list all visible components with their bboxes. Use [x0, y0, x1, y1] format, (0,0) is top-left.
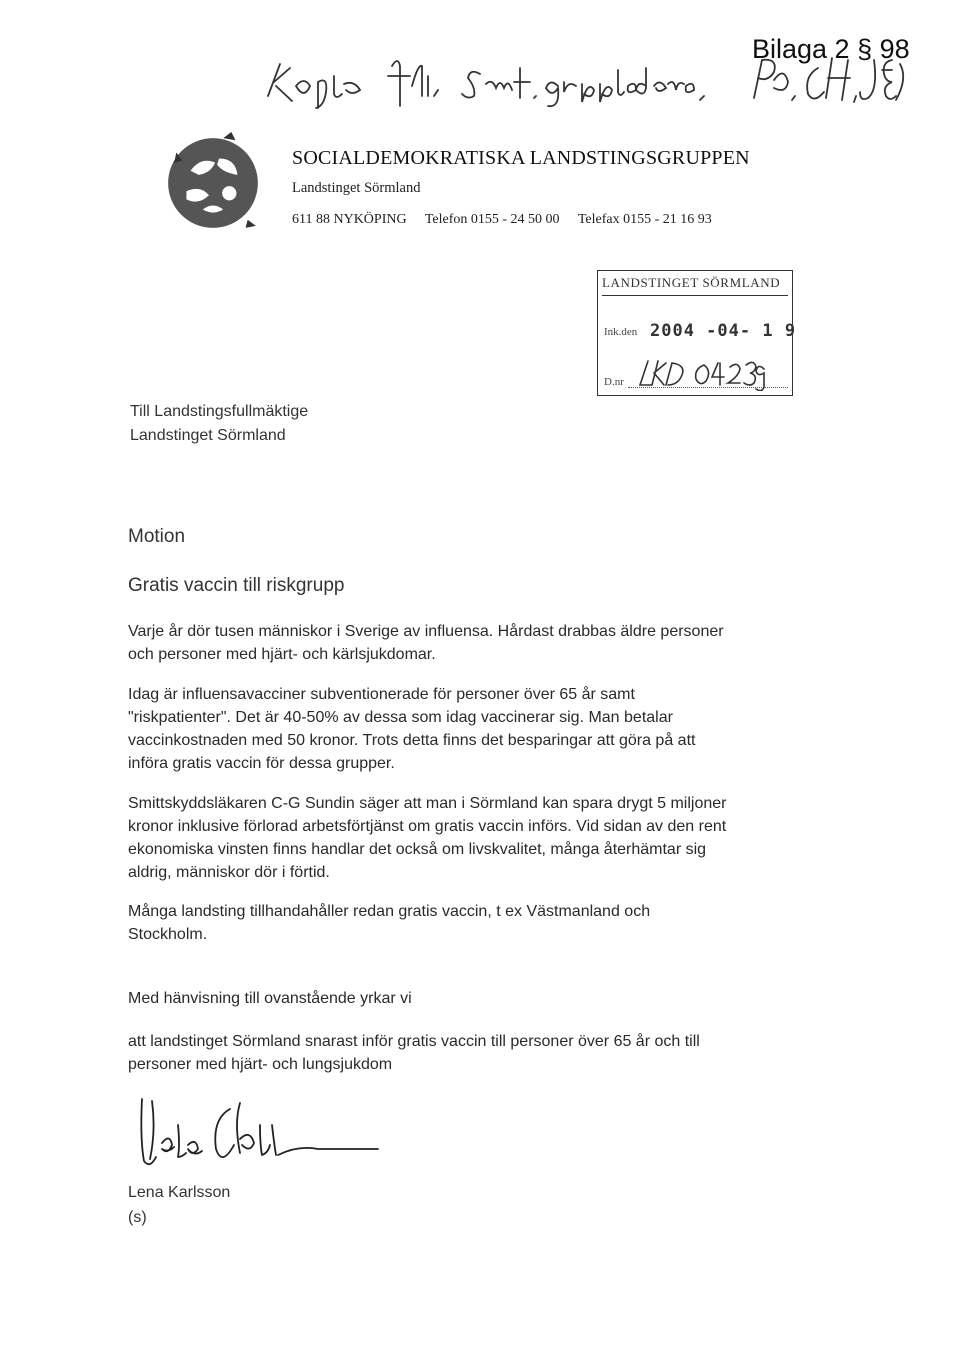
stamp-title: LANDSTINGET SÖRMLAND: [602, 275, 788, 296]
proposal-paragraph: att landstinget Sörmland snarast inför gratis vaccin till personer över 65 år och till personer med hjärt- och lungsjukdom: [128, 1033, 700, 1073]
signer-name: Lena Karlsson: [128, 1184, 231, 1201]
organization-subtitle: Landstinget Sörmland: [292, 180, 421, 196]
signer-block: [128, 1180, 230, 1230]
recipient-line-2: Landstinget Sörmland: [130, 427, 286, 444]
postal-address: 611 88 NYKÖPING: [292, 212, 407, 227]
body-paragraph: Smittskyddsläkaren C-G Sundin säger att man i Sörmland kan spara drygt 5 miljoner kronor inklusive förlorad arbetsförtjänst om gratis vaccin införs. Vid sidan av den rent ekonomiska vinsten finns handlar det också om livskvalitet, många återhämtar sig aldrig, människor dör i förtid.: [128, 795, 727, 881]
organization-address-line: [292, 212, 727, 228]
body-paragraph: Idag är influensavacciner subventionerade för personer över 65 år samt "riskpatienter". Det är 40-50% av dessa som idag vaccinerar sig. Man betalar vaccinkostnaden med 50 kronor. Trots detta finns det besparingar att göra på att införa gratis vaccin för dessa grupper.: [128, 686, 696, 772]
annex-label: Bilaga 2 § 98: [752, 34, 910, 64]
recipient-block: [130, 400, 308, 448]
party-rose-logo: [162, 130, 264, 232]
phone-number: Telefon 0155 - 24 50 00: [424, 212, 560, 227]
handwritten-copy-note: [262, 46, 912, 108]
stamp-received-label: Ink.den: [604, 326, 638, 338]
handwritten-signature: [122, 1095, 382, 1175]
signer-party: (s): [128, 1209, 147, 1226]
document-type-heading: Motion: [128, 526, 186, 547]
motion-title: Gratis vaccin till riskgrupp: [128, 575, 345, 596]
stamp-received-date: 2004 -04- 1 9: [650, 321, 797, 341]
recipient-line-1: Till Landstingsfullmäktige: [130, 403, 309, 420]
stamp-dnr-label: D.nr: [604, 376, 624, 388]
fax-number: Telefax 0155 - 21 16 93: [577, 212, 712, 227]
body-paragraph: Många landsting tillhandahåller redan gratis vaccin, t ex Västmanland och Stockholm.: [128, 903, 651, 943]
body-paragraph: Med hänvisning till ovanstående yrkar vi: [128, 990, 412, 1007]
received-stamp: [597, 270, 797, 396]
organization-name: SOCIALDEMOKRATISKA LANDSTINGSGRUPPEN: [292, 147, 750, 169]
body-paragraph: Varje år dör tusen människor i Sverige av influensa. Hårdast drabbas äldre personer och personer med hjärt- och kärlsjukdomar.: [128, 623, 724, 663]
stamp-dnr-handwritten: [634, 355, 784, 391]
